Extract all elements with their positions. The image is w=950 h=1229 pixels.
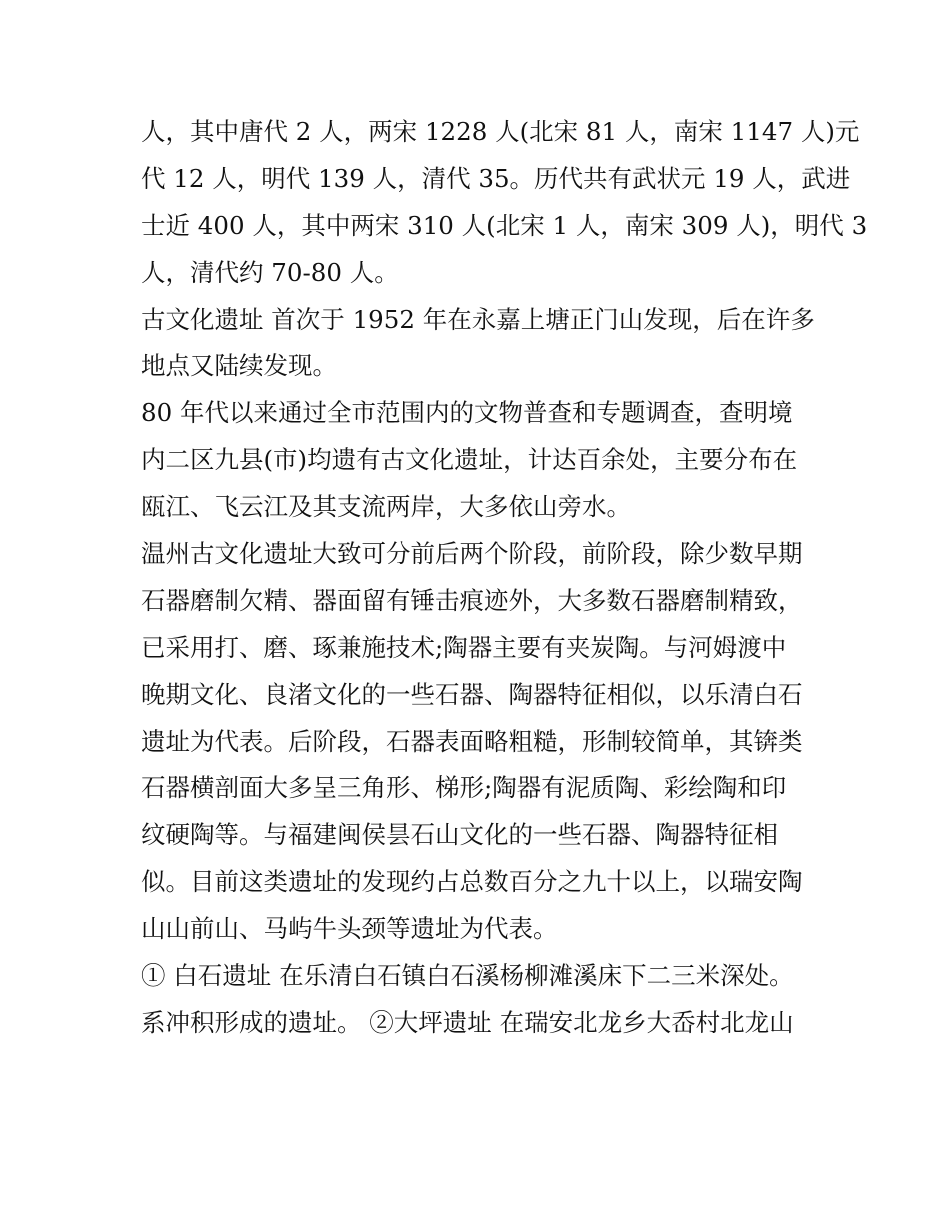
text-line: 地点又陆续发现。 [141, 351, 337, 381]
document-body [141, 109, 868, 1047]
text-line: 古文化遗址 首次于 1952 年在永嘉上塘正门山发现，后在许多 [141, 304, 815, 334]
text-line: 人，清代约 70-80 人。 [141, 257, 399, 287]
text-line: 似。目前这类遗址的发现约占总数百分之九十以上，以瑞安陶 [141, 867, 803, 897]
text-line: 瓯江、飞云江及其支流两岸，大多依山旁水。 [141, 492, 631, 522]
text-line: 纹硬陶等。与福建闽侯昙石山文化的一些石器、陶器特征相 [141, 820, 778, 850]
text-line: 人，其中唐代 2 人，两宋 1228 人(北宋 81 人，南宋 1147 人)元 [141, 117, 860, 146]
text-line: 遗址为代表。后阶段，石器表面略粗糙，形制较简单，其锛类 [141, 726, 803, 756]
text-line: 山山前山、马屿牛头颈等遗址为代表。 [141, 914, 558, 944]
text-line: ① 白石遗址 在乐清白石镇白石溪杨柳滩溪床下二三米深处。 [141, 961, 794, 991]
text-line: 已采用打、磨、琢兼施技术;陶器主要有夹炭陶。与河姆渡中 [141, 632, 787, 662]
text-line: 晚期文化、良渚文化的一些石器、陶器特征相似，以乐清白石 [141, 679, 803, 709]
text-line: 代 12 人，明代 139 人，清代 35。历代共有武状元 19 人，武进 [141, 163, 851, 193]
text-line: 80 年代以来通过全市范围内的文物普查和专题调查，查明境 [141, 398, 793, 428]
text-line: 石器横剖面大多呈三角形、梯形;陶器有泥质陶、彩绘陶和印 [141, 773, 787, 803]
text-line: 士近 400 人，其中两宋 310 人(北宋 1 人，南宋 309 人)，明代 3 [141, 210, 868, 240]
text-line: 系冲积形成的遗址。 ②大坪遗址 在瑞安北龙乡大岙村北龙山 [141, 1007, 794, 1037]
text-line: 石器磨制欠精、器面留有锤击痕迹外，大多数石器磨制精致， [141, 585, 803, 615]
text-line: 温州古文化遗址大致可分前后两个阶段，前阶段，除少数早期 [141, 539, 803, 569]
text-line: 内二区九县(市)均遗有古文化遗址，计达百余处，主要分布在 [141, 445, 798, 475]
